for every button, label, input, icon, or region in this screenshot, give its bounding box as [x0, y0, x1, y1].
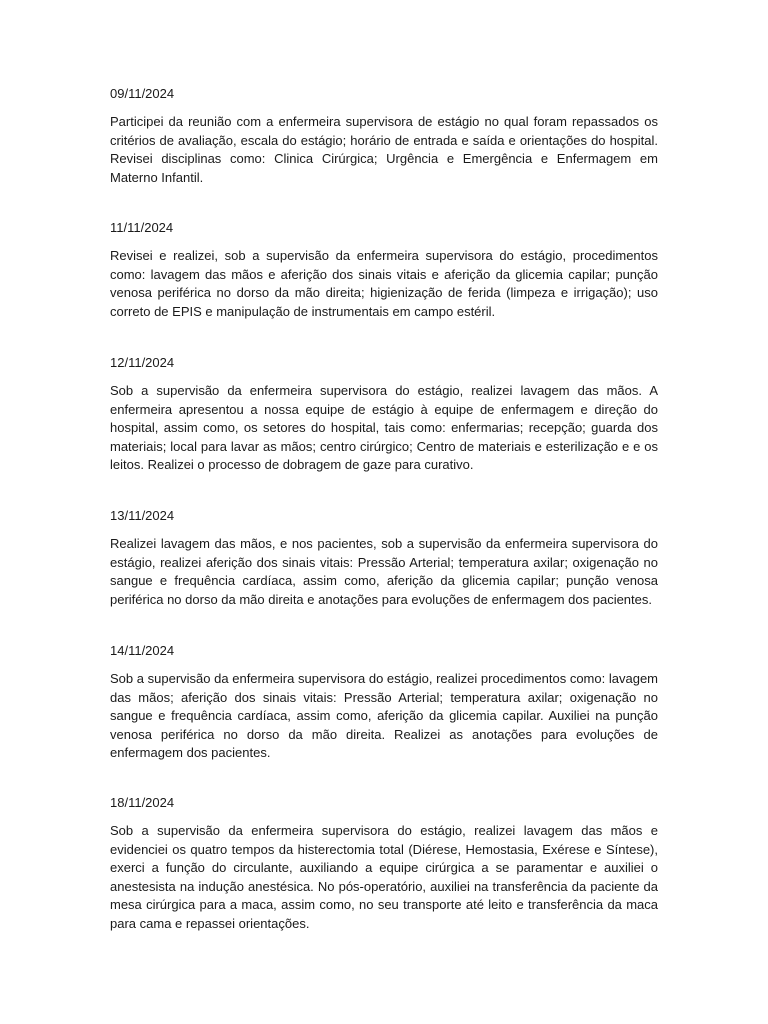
journal-entry [110, 507, 658, 609]
journal-entry [110, 794, 658, 934]
journal-entry [110, 219, 658, 321]
entry-text: Sob a supervisão da enfermeira supervisora do estágio, realizei lavagem das mãos e evidenciei os quatro tempos da histerectomia total (Diérese, Hemostasia, Exérese e Síntese), exerci a função do circulante, auxiliando a equipe cirúrgica a se paramentar e auxiliei o anestesista na indução anestésica. No pós-operatório, auxiliei na transferência da paciente da mesa cirúrgica para a maca, assim como, no seu transporte até leito e transferência da maca para cama e repassei orientações. [110, 823, 658, 931]
journal-entry [110, 85, 658, 187]
entry-text: Realizei lavagem das mãos, e nos pacientes, sob a supervisão da enfermeira supervisora do estágio, realizei aferição dos sinais vitais: Pressão Arterial; temperatura axilar; oxigenação no sangue e frequência cardíaca, assim como, aferição da glicemia capilar; punção venosa periférica no dorso da mão direita e anotações para evoluções de enfermagem dos pacientes. [110, 536, 658, 607]
entry-text: Revisei e realizei, sob a supervisão da enfermeira supervisora do estágio, procedimentos como: lavagem das mãos e aferição dos sinais vitais e aferição da glicemia capilar; punção venosa periférica no dorso da mão direita; higienização de ferida (limpeza e irrigação); uso correto de EPIS e manipulação de instrumentais em campo estéril. [110, 248, 658, 319]
entry-date: 12/11/2024 [110, 355, 175, 370]
entry-date: 13/11/2024 [110, 508, 175, 523]
entry-date: 18/11/2024 [110, 795, 175, 810]
entry-text: Sob a supervisão da enfermeira supervisora do estágio, realizei procedimentos como: lavagem das mãos; aferição dos sinais vitais: Pressão Arterial; temperatura axilar; oxigenação no sangue e frequência cardíaca, assim como, aferição da glicemia capilar. Auxiliei na punção venosa periférica no dorso da mão direita. Realizei as anotações para evoluções de enfermagem dos pacientes. [110, 671, 658, 761]
entry-date: 14/11/2024 [110, 643, 175, 658]
entry-text: Participei da reunião com a enfermeira supervisora de estágio no qual foram repassados os critérios de avaliação, escala do estágio; horário de entrada e saída e orientações do hospital. Revisei disciplinas como: Clinica Cirúrgica; Urgência e Emergência e Enfermagem em Materno Infantil. [110, 114, 658, 185]
entry-date: 11/11/2024 [110, 220, 174, 235]
entry-text: Sob a supervisão da enfermeira supervisora do estágio, realizei lavagem das mãos. A enfermeira apresentou a nossa equipe de estágio à equipe de enfermagem e direção do hospital, assim como, os setores do hospital, tais como: enfermarias; recepção; guarda dos materiais; local para lavar as mãos; centro cirúrgico; Centro de materiais e esterilização e e os leitos. Realizei o processo de dobragem de gaze para curativo. [110, 383, 658, 473]
journal-entry [110, 354, 658, 475]
journal-entry [110, 642, 658, 763]
entry-date: 09/11/2024 [110, 86, 175, 101]
